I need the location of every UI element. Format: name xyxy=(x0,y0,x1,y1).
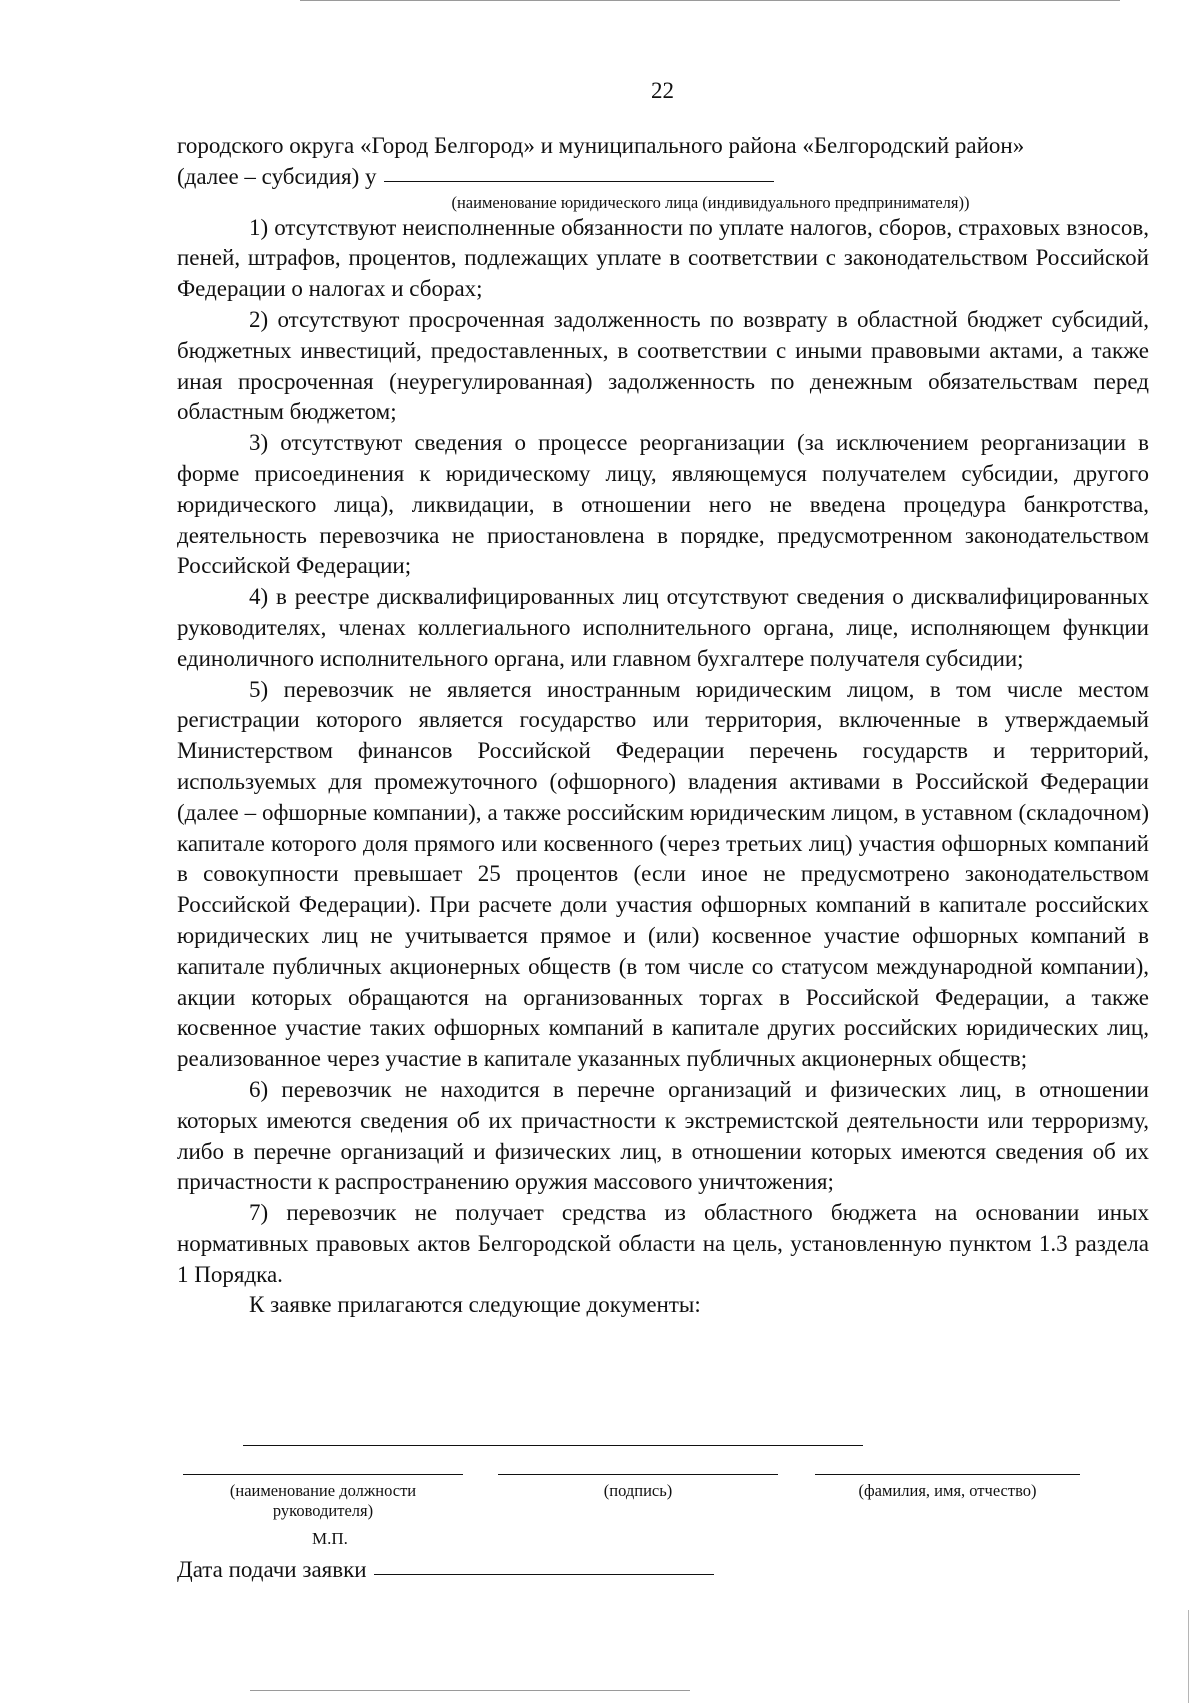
scan-artifact-edge xyxy=(1188,1610,1189,1703)
signature-blank[interactable] xyxy=(498,1474,778,1475)
full-name-hint: (фамилия, имя, отчество) xyxy=(858,1481,1037,1500)
stamp-label: М.П. xyxy=(312,1529,348,1548)
scan-artifact-top-line xyxy=(300,0,1120,1)
document-body xyxy=(177,131,1149,1321)
condition-item-3: 3) отсутствуют сведения о процессе реорганизации (за исключением реорганизации в форме присоединения к юридическому лицу, являющемуся получателем субсидии, другого юридического лица), ликвидации, в отношении него не введена процедура банкротства, деятельность перевозчика не приостановлена в порядке, предусмотренном законодательством Российской Федерации; xyxy=(177,430,1149,579)
full-name-block xyxy=(815,1474,1080,1501)
position-blank[interactable] xyxy=(183,1474,463,1475)
page-number: 22 xyxy=(651,78,674,103)
condition-item-5: 5) перевозчик не является иностранным юридическим лицом, в том числе местом регистрации которого является государство или территория, включенные в утверждаемый Министерством финансов Российской Федерации перечень государств и территорий, используемых для промежуточного (офшорного) владения активами в Российской Федерации (далее – офшорные компании), а также российским юридическим лицом, в уставном (складочном) капитале которого доля прямого или косвенного (через третьих лиц) участия офшорных компаний в совокупности превышает 25 процентов (если иное не предусмотрено законодательством Российской Федерации). При расчете доли участия офшорных компаний в капитале российских юридических лиц не учитывается прямое и (или) косвенное участие офшорных компаний в капитале публичных акционерных обществ (в том числе со статусом международной компании), акции которых обращаются на организованных торгах в Российской Федерации, а также косвенное участие таких офшорных компаний в капитале других российских юридических лиц, реализованное через участие в капитале указанных публичных акционерных обществ; xyxy=(177,676,1149,1072)
position-hint: (наименование должности руководителя) xyxy=(229,1481,417,1520)
intro-line-2-text: (далее – субсидия) у xyxy=(177,163,377,189)
condition-item-4: 4) в реестре дисквалифицированных лиц отсутствуют сведения о дисквалифицированных руководителях, членах коллегиального исполнительного органа, лице, исполняющем функции единоличного исполнительного органа, или главном бухгалтере получателя субсидии; xyxy=(177,584,1149,671)
recipient-name-hint: (наименование юридического лица (индивидуального предпринимателя)) xyxy=(451,192,970,212)
scan-artifact-bottom-line xyxy=(250,1690,690,1691)
recipient-name-blank[interactable] xyxy=(384,181,774,182)
condition-item-1: 1) отсутствуют неисполненные обязанности по уплате налогов, сборов, страховых взносов, пеней, штрафов, процентов, подлежащих уплате в соответствии с законодательством Российской Федерации о налогах и сборах; xyxy=(177,214,1149,302)
signature-block xyxy=(498,1474,778,1501)
attachments-blank[interactable] xyxy=(243,1445,863,1446)
submission-date-label: Дата подачи заявки xyxy=(177,1557,367,1582)
condition-item-2: 2) отсутствуют просроченная задолженность по возврату в областной бюджет субсидий, бюджетных инвестиций, предоставленных, в соответствии с иными правовыми актами, а также иная просроченная (неурегулированная) задолженность по денежным обязательствам перед областным бюджетом; xyxy=(177,306,1149,425)
condition-item-6: 6) перевозчик не находится в перечне организаций и физических лиц, в отношении которых имеются сведения об их причастности к экстремистской деятельности или терроризму, либо в перечне организаций и физических лиц, в отношении которых имеются сведения об их причастности к распространению оружия массового уничтожения; xyxy=(177,1076,1149,1195)
attachments-label: К заявке прилагаются следующие документы: xyxy=(249,1292,701,1318)
submission-date-row xyxy=(177,1557,714,1583)
signature-hint: (подпись) xyxy=(603,1481,673,1500)
position-signature-block xyxy=(183,1474,463,1521)
full-name-blank[interactable] xyxy=(815,1474,1080,1475)
intro-line-1: городского округа «Город Белгород» и муниципального района «Белгородский район» xyxy=(177,133,1025,158)
submission-date-blank[interactable] xyxy=(374,1574,714,1575)
intro-line-2 xyxy=(177,162,1149,193)
condition-item-7: 7) перевозчик не получает средства из областного бюджета на основании иных нормативных правовых актов Белгородской области на цель, установленную пунктом 1.3 раздела 1 Порядка. xyxy=(177,1200,1149,1287)
